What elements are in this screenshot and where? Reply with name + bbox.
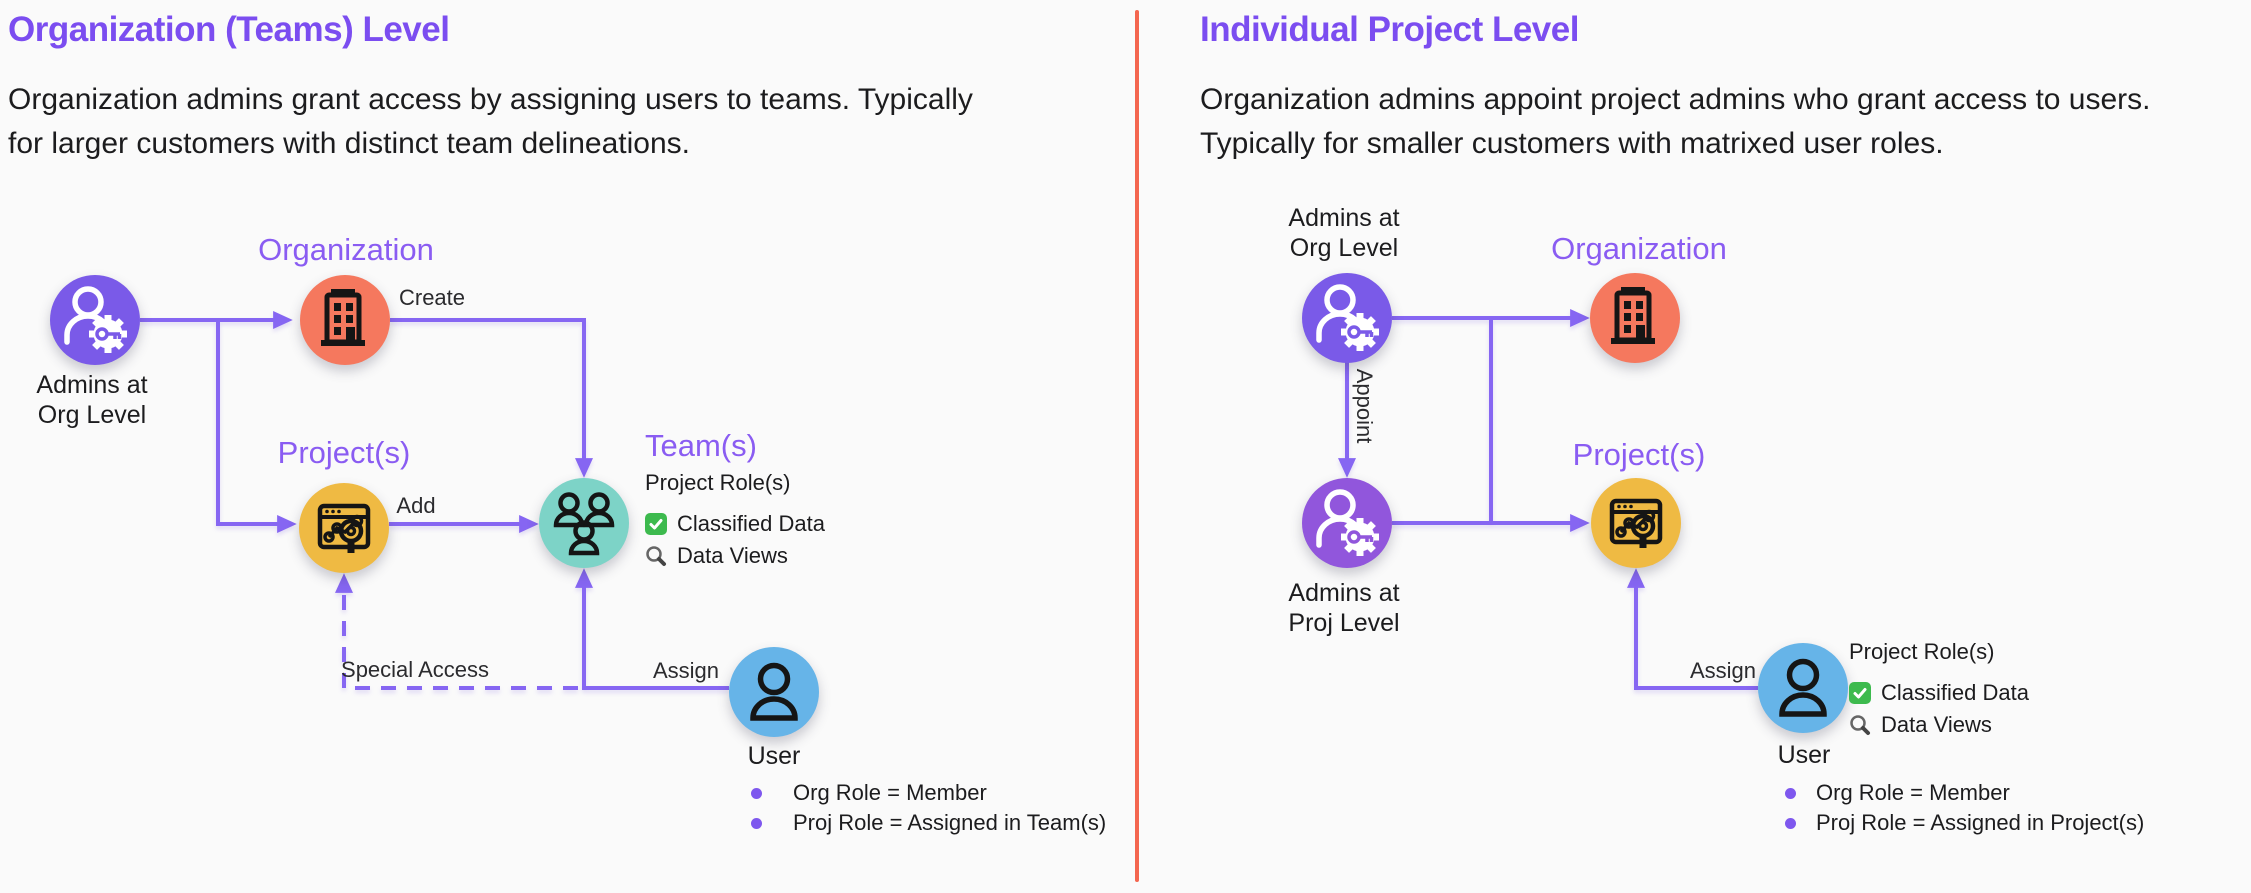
list-item: Proj Role = Assigned in Project(s) xyxy=(1785,808,2144,838)
right-user-roles xyxy=(1849,637,2029,743)
left-teams-node xyxy=(539,478,629,568)
list-item: Proj Role = Assigned in Team(s) xyxy=(751,808,1106,838)
left-org-admin-label: Admins at Org Level xyxy=(36,371,148,429)
left-description-line1: Organization admins grant access by assigning users to teams. Typically xyxy=(8,83,973,116)
right-edge-assign-label: Assign xyxy=(1689,658,1757,683)
left-role-classified-data: Classified Data xyxy=(645,510,825,538)
left-user-node xyxy=(729,647,819,737)
admin-gear-key-icon xyxy=(1302,273,1392,363)
left-role-data-views: Data Views xyxy=(645,542,825,570)
right-proj-admin-node xyxy=(1302,478,1392,568)
left-user-label: User xyxy=(747,742,801,770)
left-edge-assign-label: Assign xyxy=(652,658,720,683)
edge-admin-to-project-left xyxy=(218,320,284,524)
left-organization-label: Organization xyxy=(258,232,434,267)
right-user-label: User xyxy=(1777,741,1831,769)
bullet-dot xyxy=(1785,788,1796,799)
project-analytics-icon xyxy=(1591,478,1681,568)
left-edge-special-access-label: Special Access xyxy=(341,657,489,682)
left-roles-heading: Project Role(s) xyxy=(645,470,791,495)
right-proj-admin-label: Admins at Proj Level xyxy=(1288,579,1400,637)
right-projects-node xyxy=(1591,478,1681,568)
list-item: Org Role = Member xyxy=(751,778,1106,808)
left-team-roles xyxy=(645,468,825,574)
building-icon xyxy=(300,275,390,365)
right-user-node xyxy=(1758,643,1848,733)
user-person-icon xyxy=(729,647,819,737)
right-role-data-views: Data Views xyxy=(1849,711,2029,739)
right-user-bullets xyxy=(1785,778,2144,838)
building-icon xyxy=(1590,273,1680,363)
left-teams-label: Team(s) xyxy=(645,428,757,463)
bullet-dot xyxy=(1785,818,1796,829)
right-panel-title: Individual Project Level xyxy=(1200,10,1579,49)
right-org-admin-node xyxy=(1302,273,1392,363)
admin-gear-key-icon xyxy=(1302,478,1392,568)
left-organization-node xyxy=(300,275,390,365)
left-panel-title: Organization (Teams) Level xyxy=(8,10,450,49)
check-icon xyxy=(1849,682,1871,704)
bullet-dot xyxy=(751,788,762,799)
right-roles-heading: Project Role(s) xyxy=(1849,639,1995,664)
project-analytics-icon xyxy=(299,483,389,573)
left-projects-node xyxy=(299,483,389,573)
left-org-admin-node xyxy=(50,275,140,365)
right-role-classified-data: Classified Data xyxy=(1849,679,2029,707)
check-icon xyxy=(645,513,667,535)
admin-gear-key-icon xyxy=(50,275,140,365)
right-organization-label: Organization xyxy=(1551,231,1727,266)
left-user-bullets xyxy=(751,778,1106,838)
right-description-line1: Organization admins appoint project admins who grant access to users. xyxy=(1200,83,2151,116)
left-edge-create-label: Create xyxy=(398,285,466,310)
list-item: Org Role = Member xyxy=(1785,778,2144,808)
right-org-admin-label: Admins at Org Level xyxy=(1288,204,1400,262)
bullet-dot xyxy=(751,818,762,829)
left-description-line2: for larger customers with distinct team delineations. xyxy=(8,127,690,160)
left-projects-label: Project(s) xyxy=(277,435,411,470)
left-edge-add-label: Add xyxy=(396,493,436,518)
edge-create-left xyxy=(390,320,584,465)
right-projects-label: Project(s) xyxy=(1572,437,1706,472)
user-person-icon xyxy=(1758,643,1848,733)
right-edge-appoint-label: Appoint xyxy=(1352,368,1377,444)
magnifier-icon xyxy=(645,545,667,567)
magnifier-icon xyxy=(1849,714,1871,736)
team-people-icon xyxy=(539,478,629,568)
right-description-line2: Typically for smaller customers with matrixed user roles. xyxy=(1200,127,1944,160)
right-organization-node xyxy=(1590,273,1680,363)
